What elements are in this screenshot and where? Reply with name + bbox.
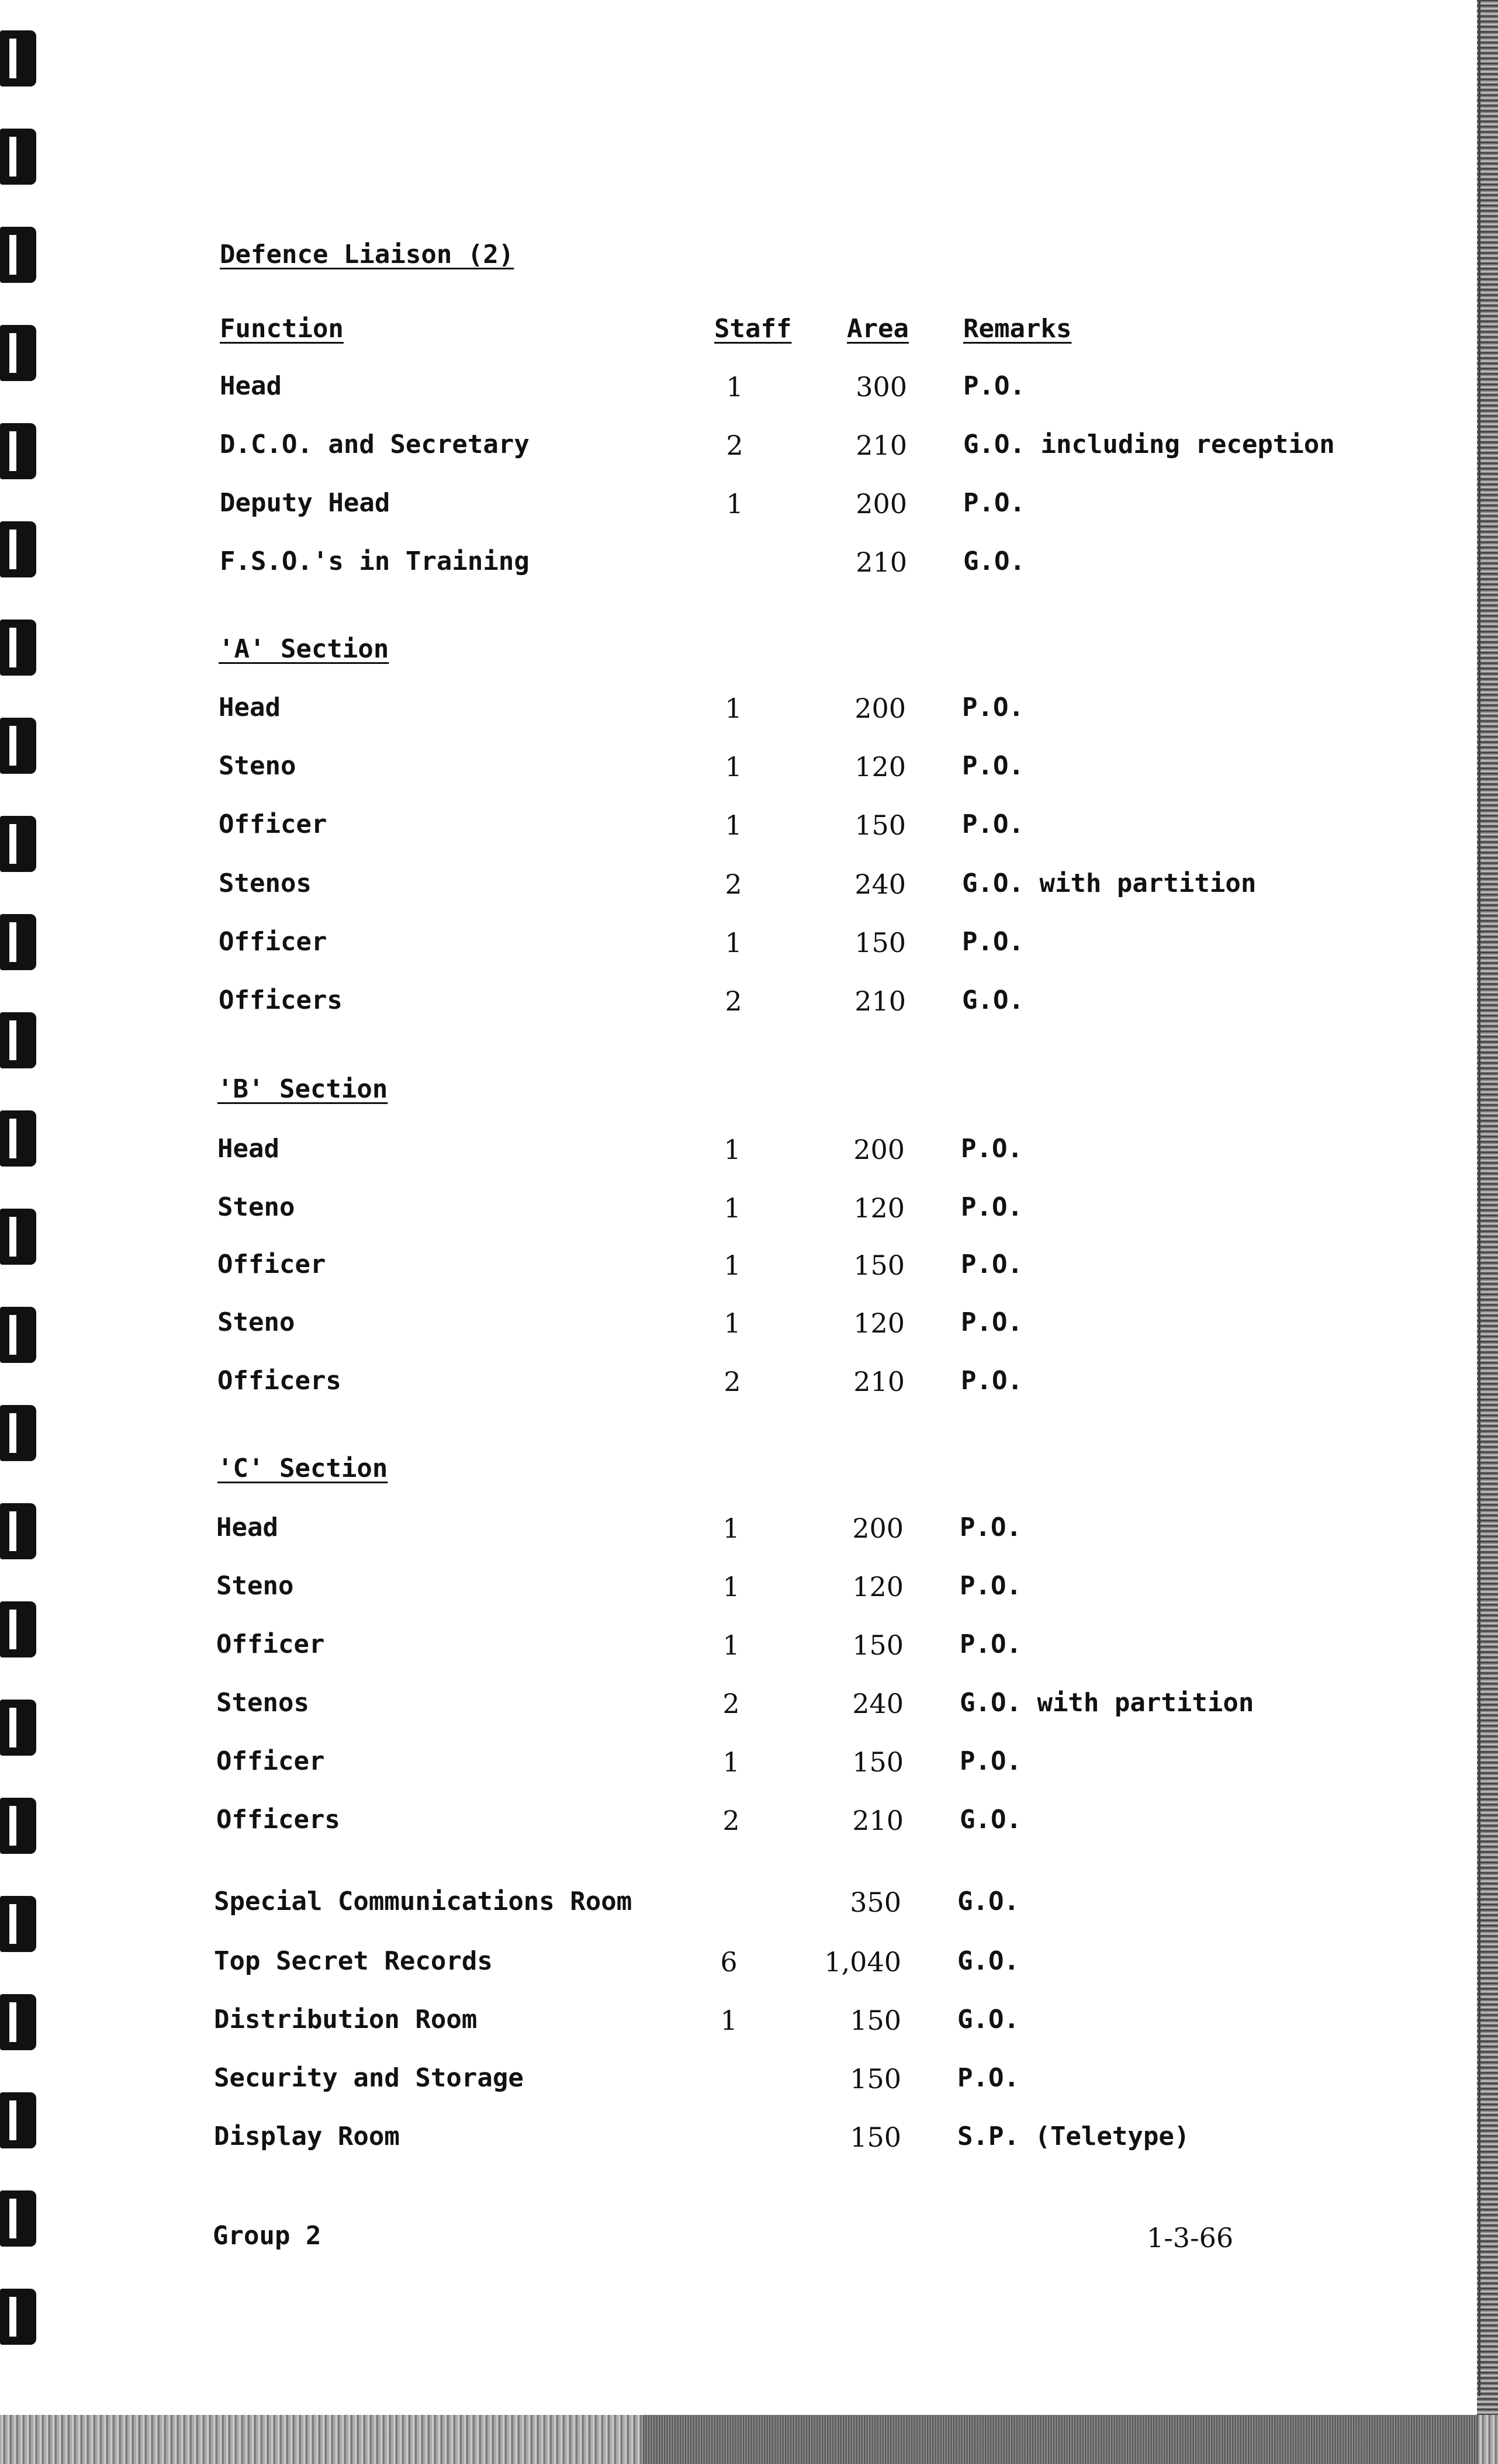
function-cell: Steno [219, 751, 296, 781]
area-cell: 120 [853, 1192, 905, 1224]
area-cell: 150 [850, 2063, 901, 2095]
area-cell: 120 [853, 1307, 905, 1339]
staff-cell: 1 [726, 371, 743, 403]
function-cell: Steno [216, 1571, 294, 1601]
staff-cell: 1 [724, 1192, 741, 1224]
area-cell: 120 [854, 751, 906, 783]
function-cell: Officer [219, 927, 327, 957]
column-header-function: Function [220, 314, 344, 344]
footer-date: 1-3-66 [1147, 2222, 1234, 2254]
area-cell: 150 [852, 1629, 904, 1661]
section-heading: 'C' Section [217, 1454, 388, 1483]
remarks-cell: S.P. (Teletype) [957, 2122, 1190, 2151]
function-cell: Officer [216, 1746, 325, 1776]
remarks-cell: G.O. [960, 1805, 1022, 1835]
remarks-cell: P.O. [962, 751, 1024, 781]
function-cell: Head [216, 1513, 278, 1542]
staff-cell: 1 [724, 1307, 741, 1339]
remarks-cell: G.O. [962, 985, 1024, 1015]
remarks-cell: G.O. [957, 1946, 1019, 1976]
function-cell: Steno [217, 1192, 295, 1222]
area-cell: 150 [852, 1746, 904, 1778]
function-cell: Officer [216, 1629, 325, 1659]
staff-cell: 2 [725, 985, 742, 1017]
area-cell: 350 [850, 1887, 901, 1918]
function-cell: Steno [217, 1307, 295, 1337]
area-cell: 210 [852, 1805, 904, 1836]
section-heading: 'A' Section [219, 634, 389, 664]
staff-cell: 1 [722, 1629, 740, 1661]
function-cell: Officers [217, 1366, 341, 1396]
area-cell: 200 [852, 1513, 904, 1544]
remarks-cell: P.O. [960, 1513, 1022, 1542]
remarks-cell: P.O. [961, 1366, 1023, 1396]
staff-cell: 2 [725, 868, 742, 900]
remarks-cell: P.O. [960, 1746, 1022, 1776]
remarks-cell: G.O. with partition [960, 1688, 1254, 1718]
document-title: Defence Liaison (2) [220, 240, 514, 269]
function-cell: Officer [219, 809, 327, 839]
remarks-cell: G.O. including reception [963, 430, 1335, 459]
function-cell: Stenos [216, 1688, 309, 1718]
staff-cell: 2 [722, 1688, 740, 1719]
function-cell: Head [217, 1134, 279, 1164]
remarks-cell: P.O. [961, 1250, 1023, 1279]
remarks-cell: G.O. [963, 546, 1025, 576]
function-cell: Officers [219, 985, 343, 1015]
remarks-cell: P.O. [963, 488, 1025, 518]
remarks-cell: P.O. [960, 1629, 1022, 1659]
area-cell: 120 [852, 1571, 904, 1603]
function-cell: Distribution Room [214, 2005, 478, 2034]
function-cell: Officers [216, 1805, 340, 1835]
staff-cell: 2 [722, 1805, 740, 1836]
function-cell: D.C.O. and Secretary [220, 430, 530, 459]
area-cell: 210 [856, 546, 907, 578]
function-cell: Special Communications Room [214, 1887, 632, 1916]
area-cell: 150 [853, 1250, 905, 1281]
area-cell: 210 [853, 1366, 905, 1397]
area-cell: 200 [853, 1134, 905, 1165]
function-cell: Stenos [219, 868, 312, 898]
function-cell: Head [220, 371, 282, 401]
area-cell: 1,040 [824, 1946, 901, 1978]
remarks-cell: P.O. [963, 371, 1025, 401]
area-cell: 240 [852, 1688, 904, 1719]
area-cell: 200 [856, 488, 907, 520]
staff-cell: 1 [720, 2005, 738, 2036]
remarks-cell: P.O. [962, 809, 1024, 839]
column-header-staff: Staff [714, 314, 792, 344]
remarks-cell: G.O. with partition [962, 868, 1257, 898]
staff-cell: 1 [725, 751, 742, 783]
remarks-cell: G.O. [957, 1887, 1019, 1916]
staff-cell: 1 [722, 1571, 740, 1603]
function-cell: Display Room [214, 2122, 400, 2151]
staff-cell: 2 [726, 430, 743, 461]
staff-cell: 1 [724, 1134, 741, 1165]
area-cell: 300 [856, 371, 907, 403]
staff-cell: 1 [725, 809, 742, 841]
function-cell: Top Secret Records [214, 1946, 493, 1976]
area-cell: 150 [850, 2005, 901, 2036]
area-cell: 200 [854, 693, 906, 724]
function-cell: Officer [217, 1250, 326, 1279]
area-cell: 150 [854, 927, 906, 958]
remarks-cell: G.O. [957, 2005, 1019, 2034]
footer-group: Group 2 [213, 2221, 321, 2251]
remarks-cell: P.O. [957, 2063, 1019, 2093]
remarks-cell: P.O. [961, 1134, 1023, 1164]
staff-cell: 1 [726, 488, 743, 520]
remarks-cell: P.O. [962, 693, 1024, 722]
staff-cell: 1 [724, 1250, 741, 1281]
remarks-cell: P.O. [961, 1192, 1023, 1222]
remarks-cell: P.O. [962, 927, 1024, 957]
section-heading: 'B' Section [217, 1074, 388, 1104]
column-header-remarks: Remarks [963, 314, 1072, 344]
staff-cell: 1 [725, 693, 742, 724]
area-cell: 210 [854, 985, 906, 1017]
area-cell: 210 [856, 430, 907, 461]
column-header-area: Area [847, 314, 909, 344]
function-cell: Head [219, 693, 281, 722]
remarks-cell: P.O. [961, 1307, 1023, 1337]
function-cell: F.S.O.'s in Training [220, 546, 530, 576]
function-cell: Deputy Head [220, 488, 390, 518]
area-cell: 150 [854, 809, 906, 841]
staff-cell: 6 [720, 1946, 738, 1978]
staff-cell: 2 [724, 1366, 741, 1397]
staff-cell: 1 [722, 1746, 740, 1778]
area-cell: 150 [850, 2122, 901, 2153]
staff-cell: 1 [722, 1513, 740, 1544]
remarks-cell: P.O. [960, 1571, 1022, 1601]
staff-cell: 1 [725, 927, 742, 958]
function-cell: Security and Storage [214, 2063, 524, 2093]
area-cell: 240 [854, 868, 906, 900]
